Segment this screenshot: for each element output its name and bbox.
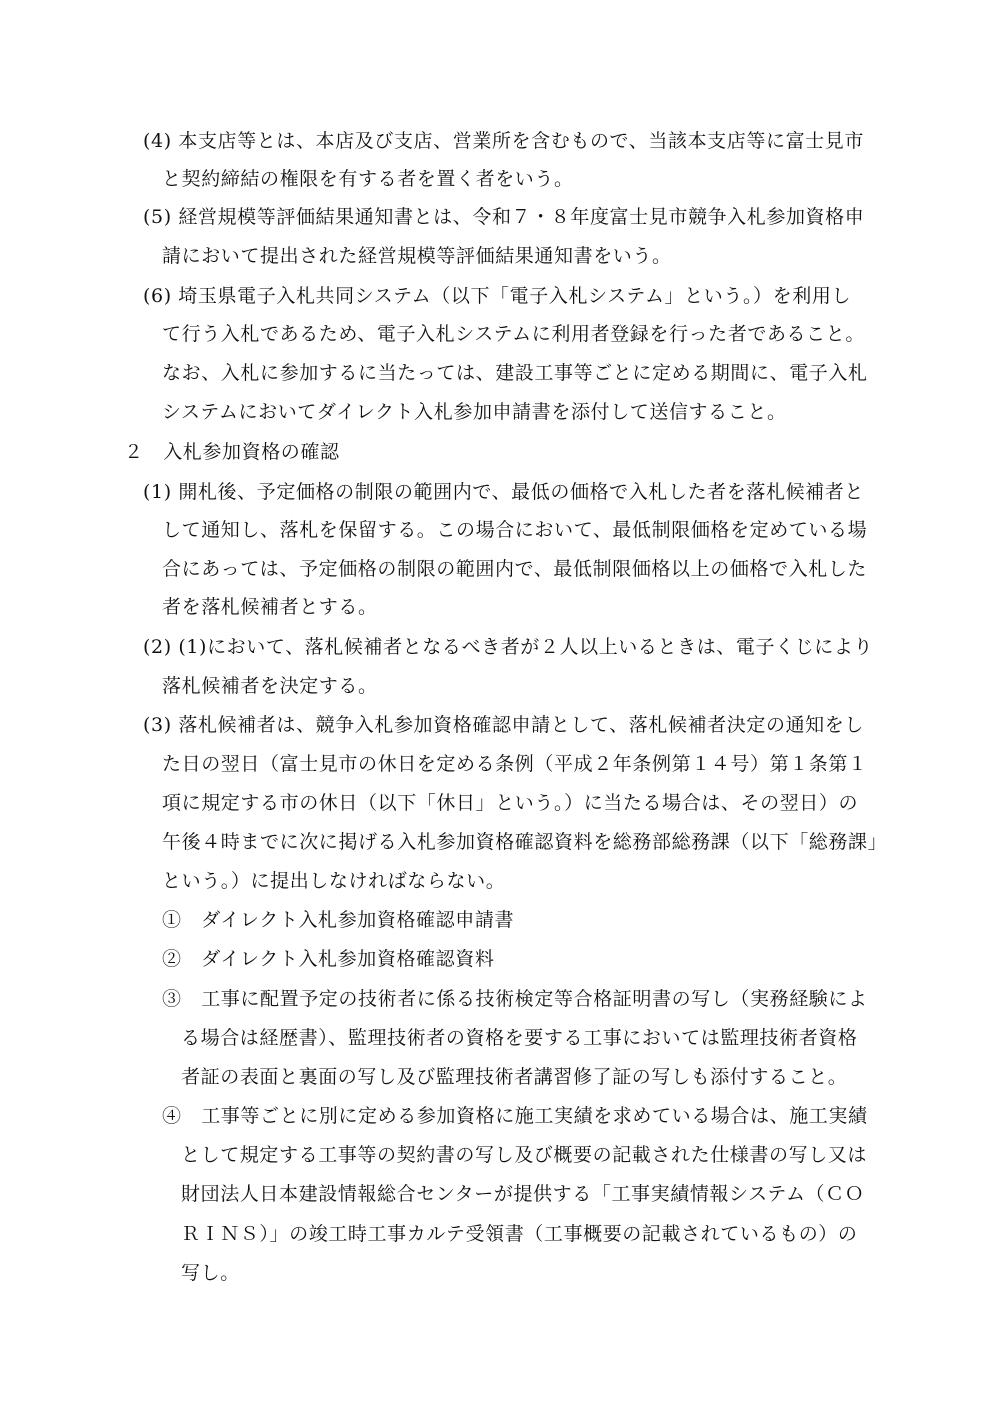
subitem-4-line-3: 財団法人日本建設情報総合センターが提供する「工事実績情報システム（ＣＯ: [181, 1183, 865, 1205]
item-3-line-3: 項に規定する市の休日（以下「休日」という。）に当たる場合は、その翌日）の: [162, 792, 859, 814]
item-2-line-1: (2) (1)において、落札候補者となるべき者が２人以上いるときは、電子くじにより: [143, 636, 874, 658]
item-6-line-1: (6) 埼玉県電子入札共同システム（以下「電子入札システム」という。）を利用し: [143, 285, 852, 307]
item-2-line-2: 落札候補者を決定する。: [162, 675, 378, 697]
item-4-line-2: と契約締結の権限を有する者を置く者をいう。: [162, 168, 574, 190]
item-3-line-2: た日の翌日（富士見市の休日を定める条例（平成２年条例第１４号）第１条第１: [162, 753, 868, 775]
item-5-line-1: (5) 経営規模等評価結果通知書とは、令和７・８年度富士見市競争入札参加資格申: [143, 206, 865, 228]
item-6-line-4: システムにおいてダイレクト入札参加申請書を添付して送信すること。: [162, 401, 787, 423]
item-1-line-1: (1) 開札後、予定価格の制限の範囲内で、最低の価格で入札した者を落札候補者と: [143, 481, 864, 503]
subitem-2: ② ダイレクト入札参加資格確認資料: [162, 948, 495, 970]
subitem-4-line-2: として規定する工事等の契約書の写し及び概要の記載された仕様書の写し又は: [181, 1144, 868, 1166]
item-3-line-1: (3) 落札候補者は、競争入札参加資格確認申請として、落札候補者決定の通知をし: [143, 714, 864, 736]
subitem-4-line-5: 写し。: [181, 1262, 240, 1284]
item-6-line-2: て行う入札であるため、電子入札システムに利用者登録を行った者であること。: [162, 323, 865, 345]
item-3-line-4: 午後４時までに次に掲げる入札参加資格確認資料を総務部総務課（以下「総務課」: [162, 831, 888, 853]
subitem-3-line-2: る場合は経歴書）、監理技術者の資格を要する工事においては監理技術者資格: [181, 1027, 858, 1049]
item-1-line-2: して通知し、落札を保留する。この場合において、最低制限価格を定めている場: [162, 519, 868, 541]
item-6-line-3: なお、入札に参加するに当たっては、建設工事等ごとに定める期間に、電子入札: [162, 362, 868, 384]
subitem-4-line-1: ④ 工事等ごとに別に定める参加資格に施工実績を求めている場合は、施工実績: [162, 1105, 868, 1127]
subitem-3-line-3: 者証の表面と裏面の写し及び監理技術者講習修了証の写しも添付すること。: [181, 1066, 848, 1088]
item-1-line-4: 者を落札候補者とする。: [162, 596, 378, 618]
subitem-1: ① ダイレクト入札参加資格確認申請書: [162, 909, 515, 931]
section-2-heading: ２ 入札参加資格の確認: [124, 441, 340, 463]
item-1-line-3: 合にあっては、予定価格の制限の範囲内で、最低制限価格以上の価格で入札した: [162, 558, 868, 580]
subitem-3-line-1: ③ 工事に配置予定の技術者に係る技術検定等合格証明書の写し（実務経験によ: [162, 988, 868, 1010]
subitem-4-line-4: ＲＩＮＳ）」の竣工時工事カルテ受領書（工事概要の記載されているもの）の: [181, 1223, 858, 1245]
item-4-line-1: (4) 本支店等とは、本店及び支店、営業所を含むもので、当該本支店等に富士見市: [143, 130, 864, 152]
item-5-line-2: 請において提出された経営規模等評価結果通知書をいう。: [162, 245, 672, 267]
item-3-line-5: という。）に提出しなければならない。: [162, 870, 506, 892]
